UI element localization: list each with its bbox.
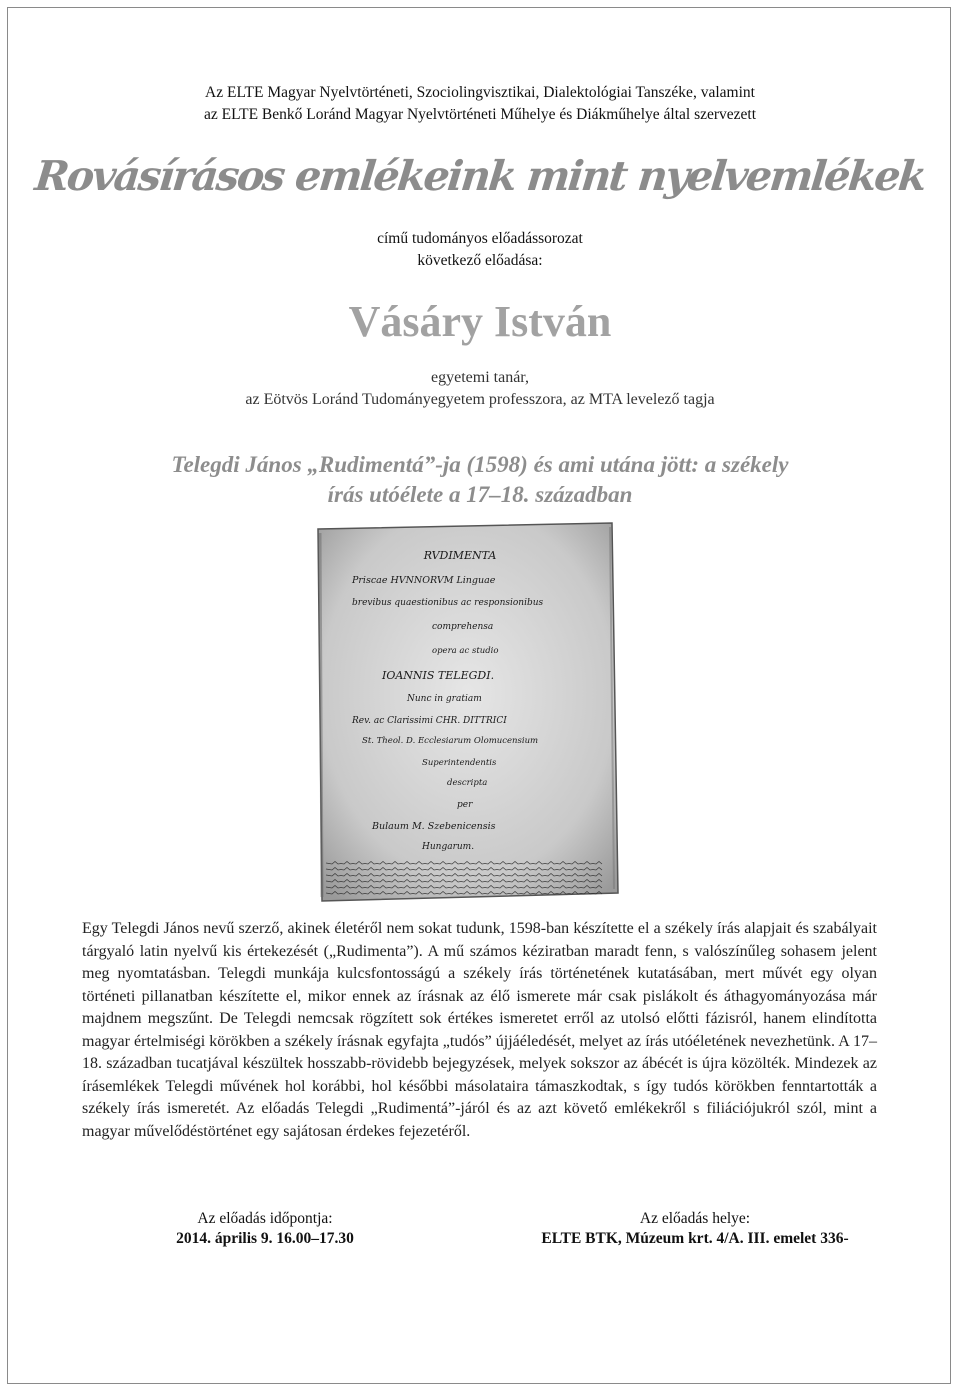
manuscript-line: descripta: [447, 778, 488, 788]
manuscript-line: IOANNIS TELEGDI.: [382, 669, 495, 682]
series-subtitle: [0, 228, 960, 272]
lecture-title: [0, 450, 960, 510]
manuscript-line: brevibus quaestionibus ac responsionibus: [352, 598, 544, 608]
manuscript-line: Priscae HVNNORVM Linguae: [352, 575, 496, 586]
speaker-role-line-1: egyetemi tanár,: [431, 369, 529, 386]
organizer-text: [0, 82, 960, 126]
series-title: Rovásírásos emlékeink mint nyelvemlékek: [32, 152, 928, 200]
manuscript-line: Bulaum M. Szebenicensis: [372, 821, 496, 832]
manuscript-line: opera ac studio: [432, 646, 499, 656]
manuscript-image: [312, 521, 622, 903]
manuscript-line: Nunc in gratiam: [407, 694, 482, 704]
series-subtitle-line-1: című tudományos előadássorozat: [377, 230, 583, 247]
lecture-time-value: 2014. április 9. 16.00–17.30: [176, 1230, 354, 1247]
lecture-abstract: Egy Telegdi János nevű szerző, akinek életéről nem sokat tudunk, 1598-ban készítette el a székely írás alapjait és szabályait tárgyaló latin nyelvű kis értekezését („Rudimenta”). A mű számos kéziratban maradt fenn, s valószínűleg sohasem jelent meg nyomtatásban. Telegdi munkája kulcsfontosságú a székely írás történetének kutatásában, mert művét egy olyan történeti pillanatban készítette el, mikor ennek az írásnak az élő ismerete már csak pislákolt és áthagyományozása már majdnem megszűnt. De Telegdi nemcsak rögzített sok értékes ismeretet erről az utolsó előtti fázisról, hanem elindította magyar értelmiségi körökben a székely írásnak egyfajta „tudós” újjáéledését, melyet az írás utóéletének nevezhetünk. A 17–18. században tucatjával készültek hosszabb-rövidebb bejegyzések, melyek sokszor az ábécét is újra közölték. Mindezek az írásemlékek Telegdi művének hol korábbi, hol későbbi másolataira támaszkodtak, s így tudós körökben fenntartották a székely írás ismeretét. Az előadás Telegdi „Rudimentá”-járól és az azt követő emlékekről s filiációjukról szól, mint a magyar művelődéstörténet egy sajátosan érdekes fejezetéről.: [82, 920, 877, 1140]
lecture-title-line-1: Telegdi János „Rudimentá”-ja (1598) és ami utána jött: a székely: [171, 452, 789, 477]
lecture-time: [160, 1209, 370, 1249]
lecture-place-label: Az előadás helye:: [639, 1210, 751, 1227]
manuscript-line: per: [457, 800, 473, 810]
lecture-place: [515, 1209, 875, 1249]
series-subtitle-line-2: következő előadása:: [417, 252, 543, 269]
speaker-role-line-2: az Eötvös Loránd Tudományegyetem professzora, az MTA levelező tagja: [245, 391, 715, 408]
lecture-place-value: ELTE BTK, Múzeum krt. 4/A. III. emelet 336-: [541, 1230, 849, 1247]
speaker-role: [0, 367, 960, 411]
manuscript-line: RVDIMENTA: [423, 549, 497, 562]
manuscript-line: Superintendentis: [422, 758, 497, 768]
organizer-line-1: Az ELTE Magyar Nyelvtörténeti, Szociolingvisztikai, Dialektológiai Tanszéke, valamint: [205, 84, 755, 101]
manuscript-line: Hungarum.: [422, 842, 475, 852]
speaker-name: Vásáry István: [348, 297, 612, 346]
manuscript-line: Rev. ac Clarissimi CHR. DITTRICI: [352, 716, 507, 726]
organizer-line-2: az ELTE Benkő Loránd Magyar Nyelvtörténeti Műhelye és Diákműhelye által szervezett: [203, 106, 757, 123]
lecture-time-label: Az előadás időpontja:: [197, 1210, 333, 1227]
lecture-title-line-2: írás utóélete a 17–18. században: [327, 482, 633, 507]
manuscript-line: St. Theol. D. Ecclesiarum Olomucensium: [362, 736, 539, 746]
manuscript-line: comprehensa: [432, 622, 494, 632]
